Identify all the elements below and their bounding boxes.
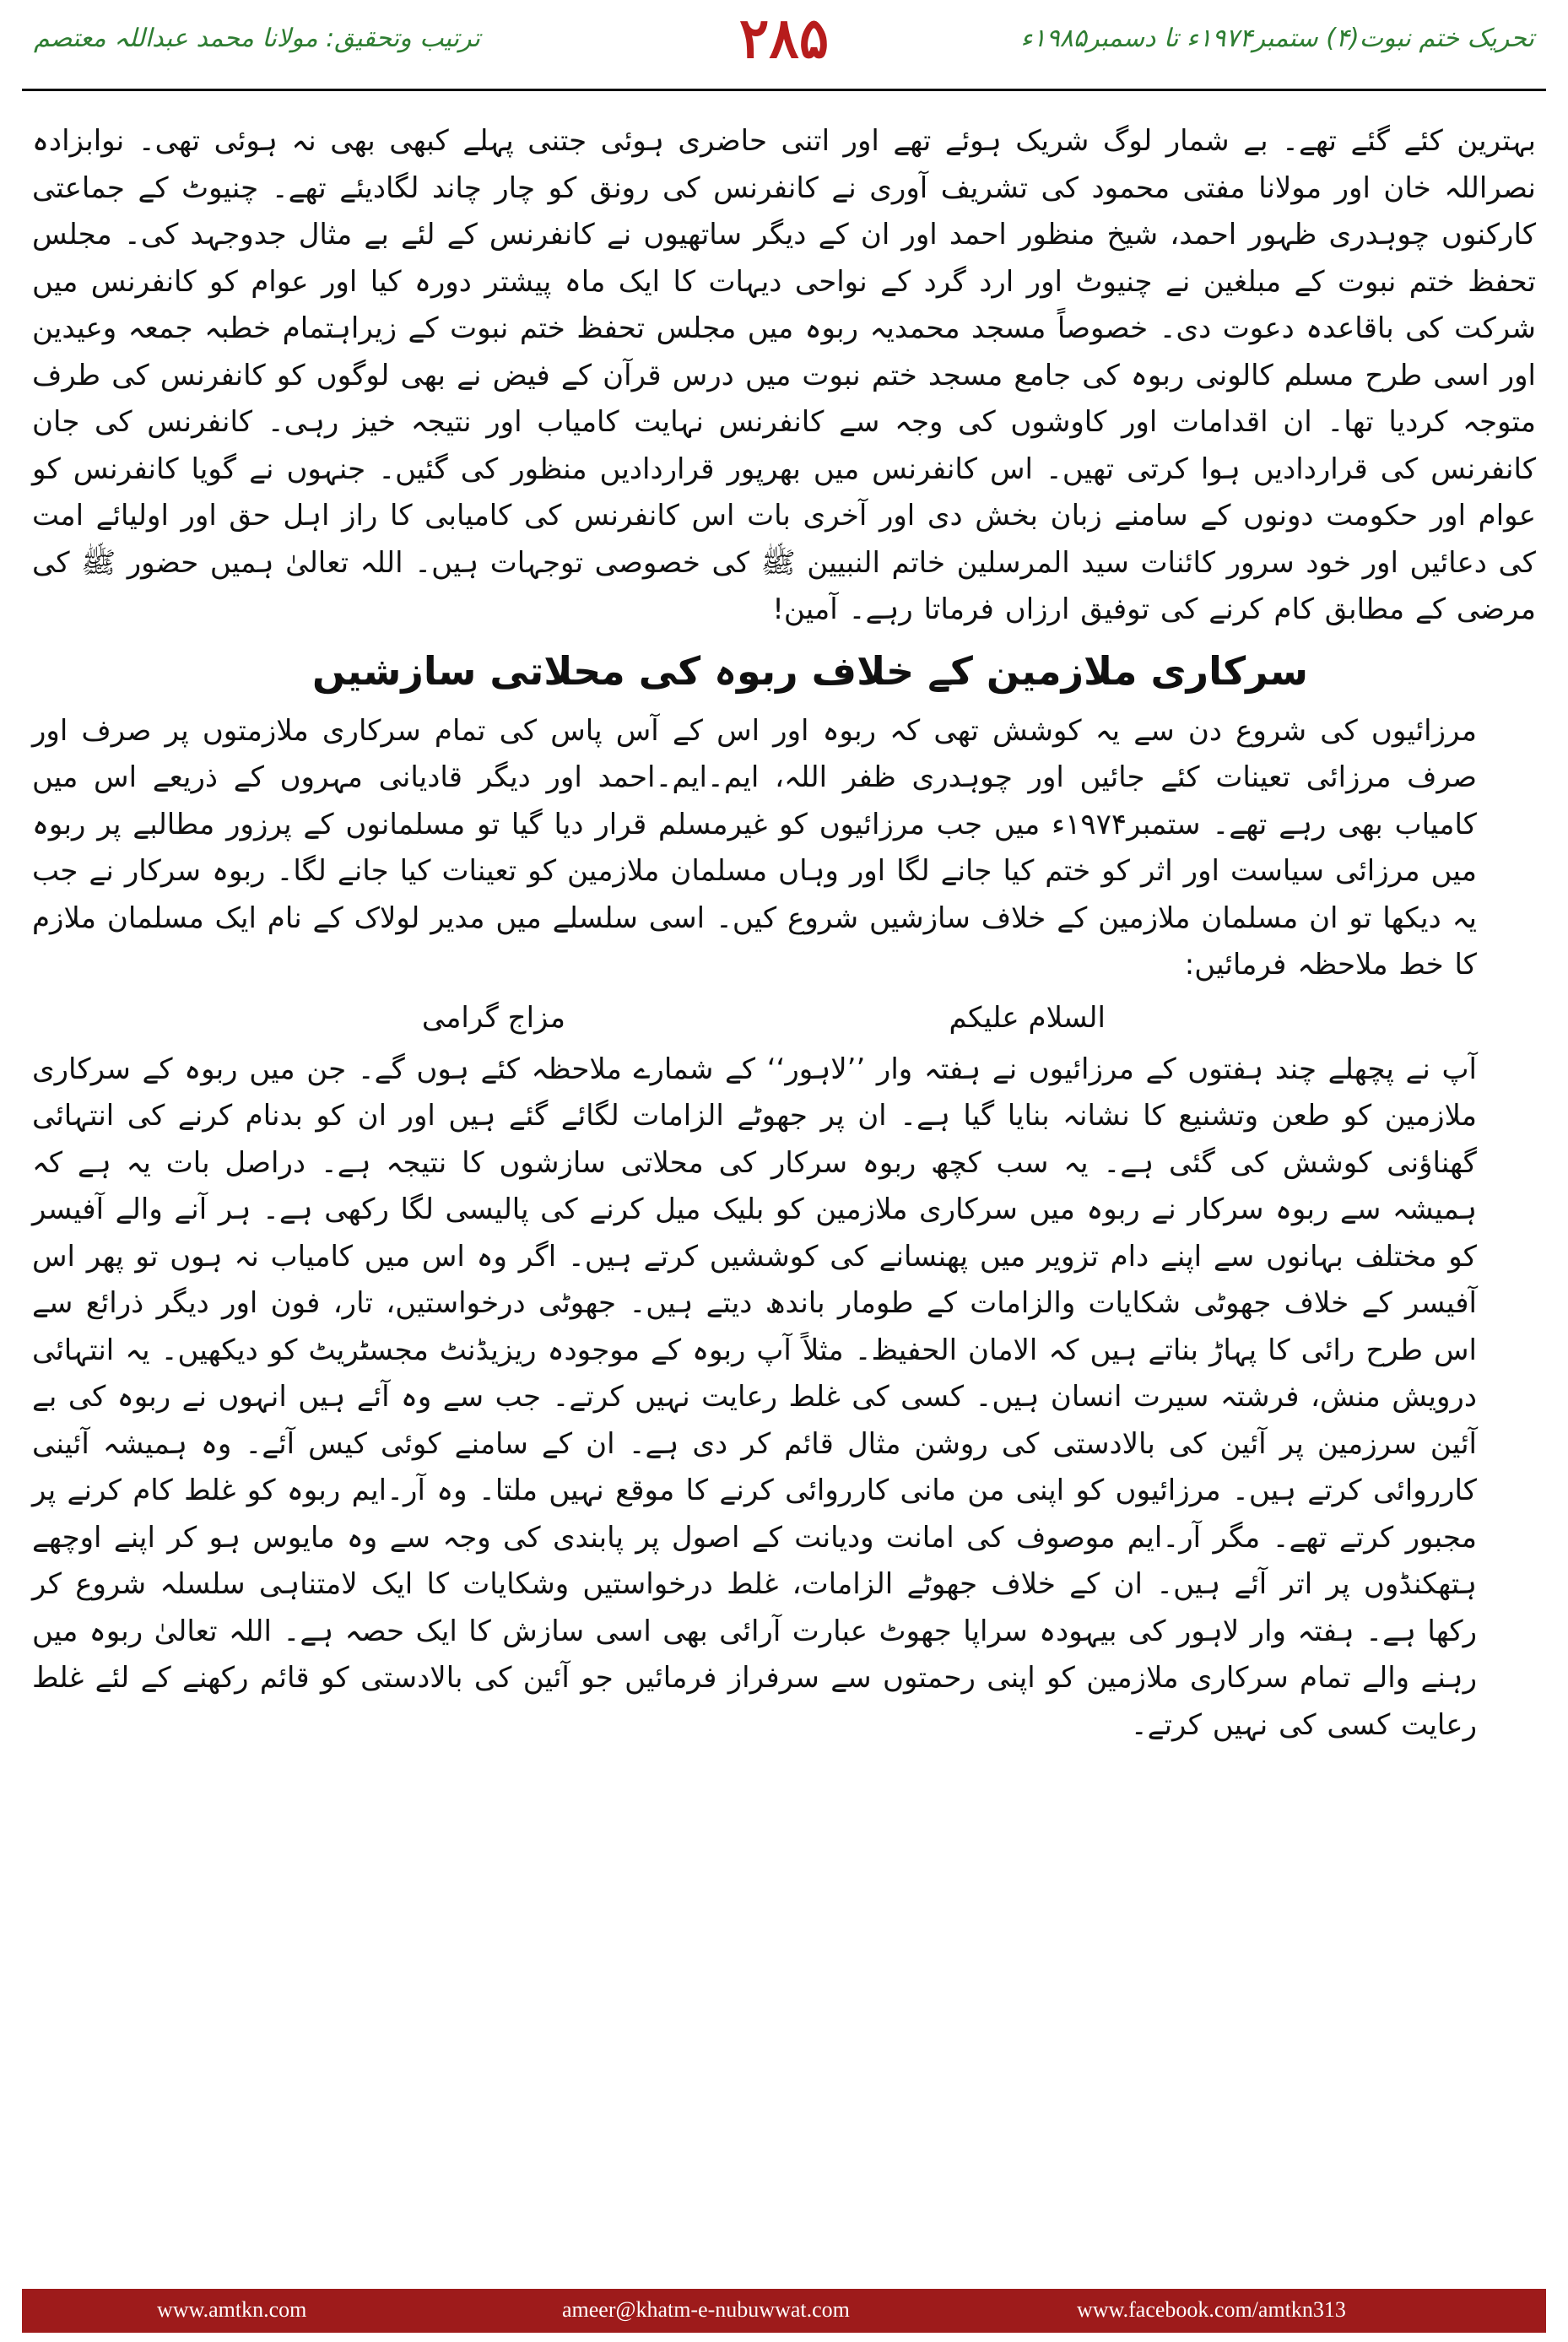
page-body bbox=[32, 118, 1536, 1749]
page-header bbox=[0, 0, 1568, 93]
paragraph-intro: مرزائیوں کی شروع دن سے یہ کوشش تھی کہ ربوہ اور اس کے آس پاس کی تمام سرکاری ملازمتوں پر صرف اور صرف مرزائی تعینات کئے جائیں اور چوہدری ظفر اللہ، ایم۔ایم۔احمد اور دیگر قادیانی مہروں کے ذریعے اس میں کامیاب بھی رہے تھے۔ ستمبر۱۹۷۴ء میں جب مرزائیوں کو غیرمسلم قرار دیا گیا تو مسلمانوں کے پرزور مطالبے پر ربوہ میں مرزائی سیاست اور اثر کو ختم کیا جانے لگا اور وہاں مسلمان ملازمین کو تعینات کیا جانے لگا۔ ربوہ سرکار نے جب یہ دیکھا تو ان مسلمان ملازمین کے خلاف سازشیں شروع کیں۔ اسی سلسلے میں مدیر لولاک کے نام ایک مسلمان ملازم کا خط ملاحظہ فرمائیں: bbox=[32, 713, 1477, 982]
salutation-secondary: مزاج گرامی bbox=[421, 1000, 565, 1035]
website-link[interactable]: www.amtkn.com bbox=[157, 2297, 307, 2322]
letter-greeting bbox=[32, 994, 1536, 1041]
email-link[interactable]: ameer@khatm-e-nubuwwat.com bbox=[562, 2297, 850, 2322]
compiler-credit: ترتیب وتحقیق: مولانا محمد عبداللہ معتصم bbox=[34, 24, 480, 53]
paragraph-conference: بہترین کئے گئے تھے۔ بے شمار لوگ شریک ہوئے تھے اور اتنی حاضری ہوئی جتنی پہلے کبھی بھی نہ ہوئی تھی۔ نوابزادہ نصراللہ خان اور مولانا مفتی محمود کی تشریف آوری نے کانفرنس کی رونق کو چار چاند لگادیئے تھے۔ چنیوٹ کے جماعتی کارکنوں چوہدری ظہور احمد، شیخ منظور احمد اور ان کے دیگر ساتھیوں نے کانفرنس کے لئے بے مثال جدوجہد کی۔ مجلس تحفظ ختم نبوت کے مبلغین نے چنیوٹ اور ارد گرد کے نواحی دیہات کا ایک ماہ پیشتر دورہ کیا اور عوام کو کانفرنس میں شرکت کی باقاعدہ دعوت دی۔ خصوصاً مسجد محمدیہ ربوہ میں مجلس تحفظ ختم نبوت کے زیراہتمام خطبہ جمعہ وعیدین اور اسی طرح مسلم کالونی ربوہ کی جامع مسجد ختم نبوت میں درس قرآن کے فیض نے بھی لوگوں کو کانفرنس کی طرف متوجہ کردیا تھا۔ ان اقدامات اور کاوشوں کی وجہ سے کانفرنس نہایت کامیاب اور نتیجہ خیز رہی۔ کانفرنس کی جان کانفرنس کی قراردادیں ہوا کرتی تھیں۔ اس کانفرنس میں بھرپور قراردادیں منظور کی گئیں۔ جنہوں نے گویا کانفرنس کو عوام اور حکومت دونوں کے سامنے زبان بخش دی اور آخری بات اس کانفرنس کی کامیابی کا راز اہل حق اور اولیائے امت کی دعائیں اور خود سرور کائنات سید المرسلین خاتم النبیین ﷺ کی خصوصی توجہات ہیں۔ اللہ تعالیٰ ہمیں حضور ﷺ کی مرضی کے مطابق کام کرنے کی توفیق ارزاں فرماتا رہے۔ آمین! bbox=[32, 124, 1537, 626]
book-title: تحریک ختم نبوت(۴) ستمبر۱۹۷۴ء تا دسمبر۱۹۸۵ء bbox=[1020, 24, 1534, 53]
salutation: السلام علیکم bbox=[949, 1000, 1106, 1035]
paragraph-letter: آپ نے پچھلے چند ہفتوں کے مرزائیوں نے ہفتہ وار ’’لاہور‘‘ کے شمارے ملاحظہ کئے ہوں گے۔ جن میں ربوہ کے سرکاری ملازمین کو طعن وتشنیع کا نشانہ بنایا گیا ہے۔ ان پر جھوٹے الزامات لگائے گئے ہیں اور ان کو بدنام کرنے کی انتہائی گھناؤنی کوشش کی گئی ہے۔ یہ سب کچھ ربوہ سرکار کی محلاتی سازشوں کا نتیجہ ہے۔ دراصل بات یہ ہے کہ ہمیشہ سے ربوہ سرکار نے ربوہ میں سرکاری ملازمین کو بلیک میل کرنے کی پالیسی لگا رکھی ہے۔ ہر آنے والے آفیسر کو مختلف بہانوں سے اپنے دام تزویر میں پھنسانے کی کوششیں کرتے ہیں۔ اگر وہ اس میں کامیاب نہ ہوں تو پھر اس آفیسر کے خلاف جھوٹی شکایات والزامات کے طومار باندھ دیتے ہیں۔ جھوٹی درخواستیں، تار، فون اور دیگر ذرائع سے اس طرح رائی کا پہاڑ بناتے ہیں کہ الامان الحفیظ۔ مثلاً آپ ربوہ کے موجودہ ریزیڈنٹ مجسٹریٹ کو دیکھیں۔ یہ انتہائی درویش منش، فرشتہ سیرت انسان ہیں۔ کسی کی غلط رعایت نہیں کرتے۔ جب سے وہ آئے ہیں انہوں نے ربوہ کی بے آئین سرزمین پر آئین کی بالادستی کی روشن مثال قائم کر دی ہے۔ ان کے سامنے کوئی کیس آئے۔ وہ ہمیشہ آئینی کارروائی کرتے ہیں۔ مرزائیوں کو اپنی من مانی کارروائی کرنے کا موقع نہیں ملتا۔ وہ آر۔ایم ربوہ کو غلط کام کرنے پر مجبور کرتے تھے۔ مگر آر۔ایم موصوف کی امانت ودیانت کے اصول پر پابندی کی وجہ سے وہ مایوس ہو کر اپنے اوچھے ہتھکنڈوں پر اتر آئے ہیں۔ ان کے خلاف جھوٹے الزامات، غلط درخواستیں وشکایات کا ایک لامتناہی سلسلہ شروع کر رکھا ہے۔ ہفتہ وار لاہور کی بیہودہ سراپا جھوٹ عبارت آرائی بھی اسی سازش کا ایک حصہ ہے۔ اللہ تعالیٰ ربوہ میں رہنے والے تمام سرکاری ملازمین کو اپنی رحمتوں سے سرفراز فرمائیں جو آئین کی بالادستی کو قائم رکھنے کے لئے غلط رعایت کسی کی نہیں کرتے۔ bbox=[32, 1052, 1477, 1742]
page-footer bbox=[22, 2289, 1546, 2333]
section-heading: سرکاری ملازمین کے خلاف ربوہ کی محلاتی سازشیں bbox=[312, 647, 1308, 694]
header-divider bbox=[22, 89, 1546, 91]
page-number: ۲۸۵ bbox=[738, 5, 830, 71]
facebook-link[interactable]: www.facebook.com/amtkn313 bbox=[1077, 2297, 1346, 2322]
